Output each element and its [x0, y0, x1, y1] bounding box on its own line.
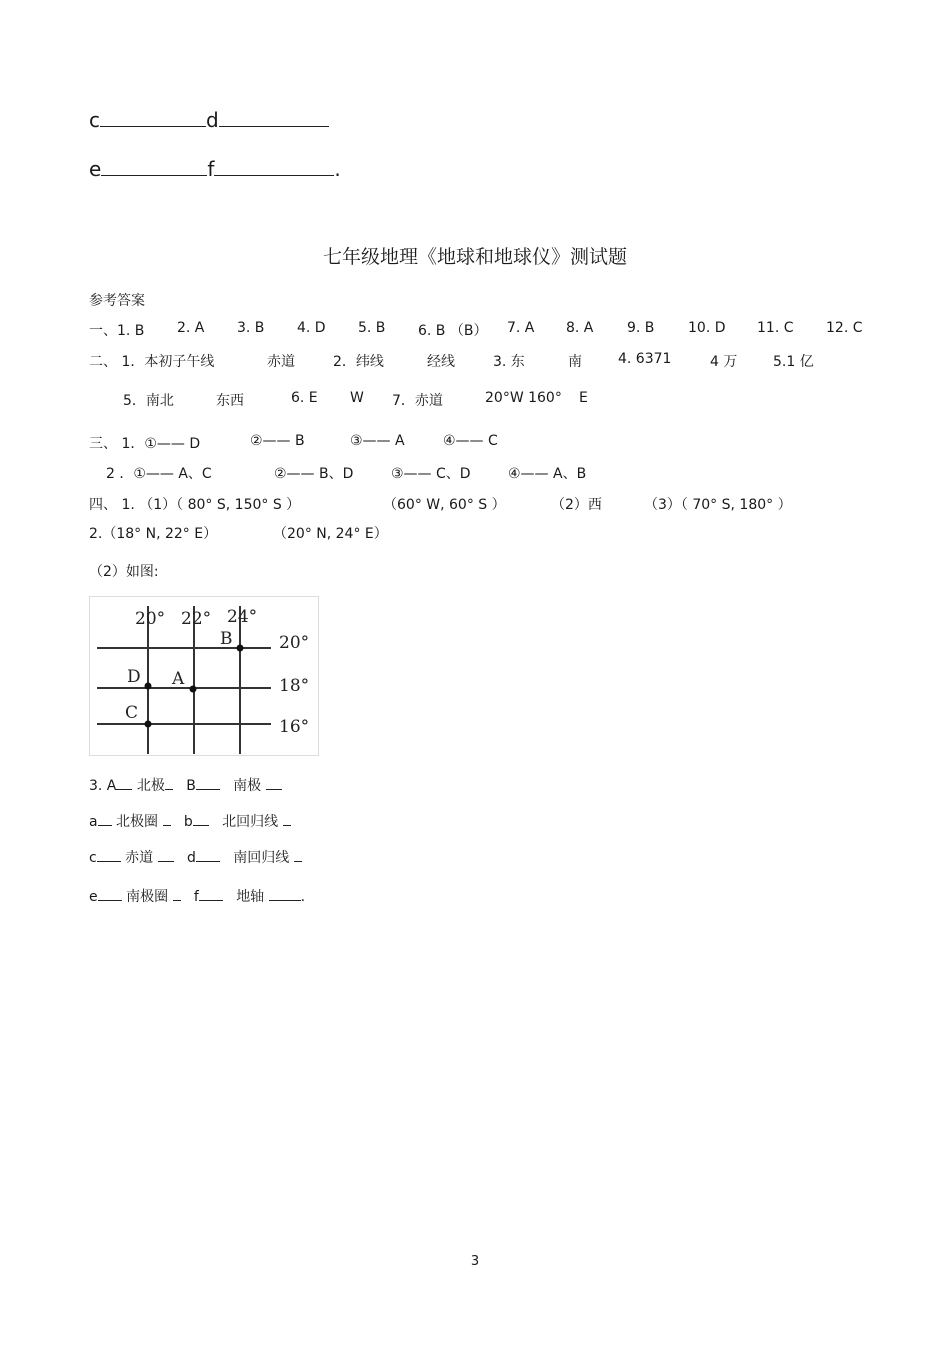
label-lon-20: 20° [135, 609, 166, 629]
point-b [237, 645, 244, 652]
fill-line-e-f: e f . [89, 157, 341, 181]
label-point-c: C [125, 703, 139, 723]
label-point-a: A [172, 669, 185, 689]
answers-heading: 参考答案 [89, 293, 145, 309]
point-c [145, 721, 152, 728]
q3-row-3: c 赤道 d 南回归线 [89, 847, 302, 867]
q3-row-2: a 北极圈 b 北回归线 [89, 811, 291, 831]
figure-caption: （2）如图: [89, 564, 159, 580]
q3-row-1: 3. A 北极 B 南极 [89, 775, 282, 795]
point-d [145, 683, 152, 690]
label-lon-24: 24° [227, 607, 258, 627]
label-point-b: B [220, 629, 233, 649]
grid-svg [89, 596, 319, 756]
label-lat-16: 16° [279, 717, 310, 737]
page-number: 3 [470, 1254, 480, 1269]
label-lon-22: 22° [181, 609, 212, 629]
q3-row-4: e 南极圈 f 地轴 . [89, 889, 306, 905]
page-title: 七年级地理《地球和地球仪》测试题 [322, 246, 627, 268]
point-a [190, 686, 197, 693]
label-lat-20: 20° [279, 633, 310, 653]
lat-lon-grid-figure [89, 596, 319, 756]
fill-line-c-d: c d [89, 108, 329, 132]
label-point-d: D [127, 667, 141, 687]
label-lat-18: 18° [279, 676, 310, 696]
